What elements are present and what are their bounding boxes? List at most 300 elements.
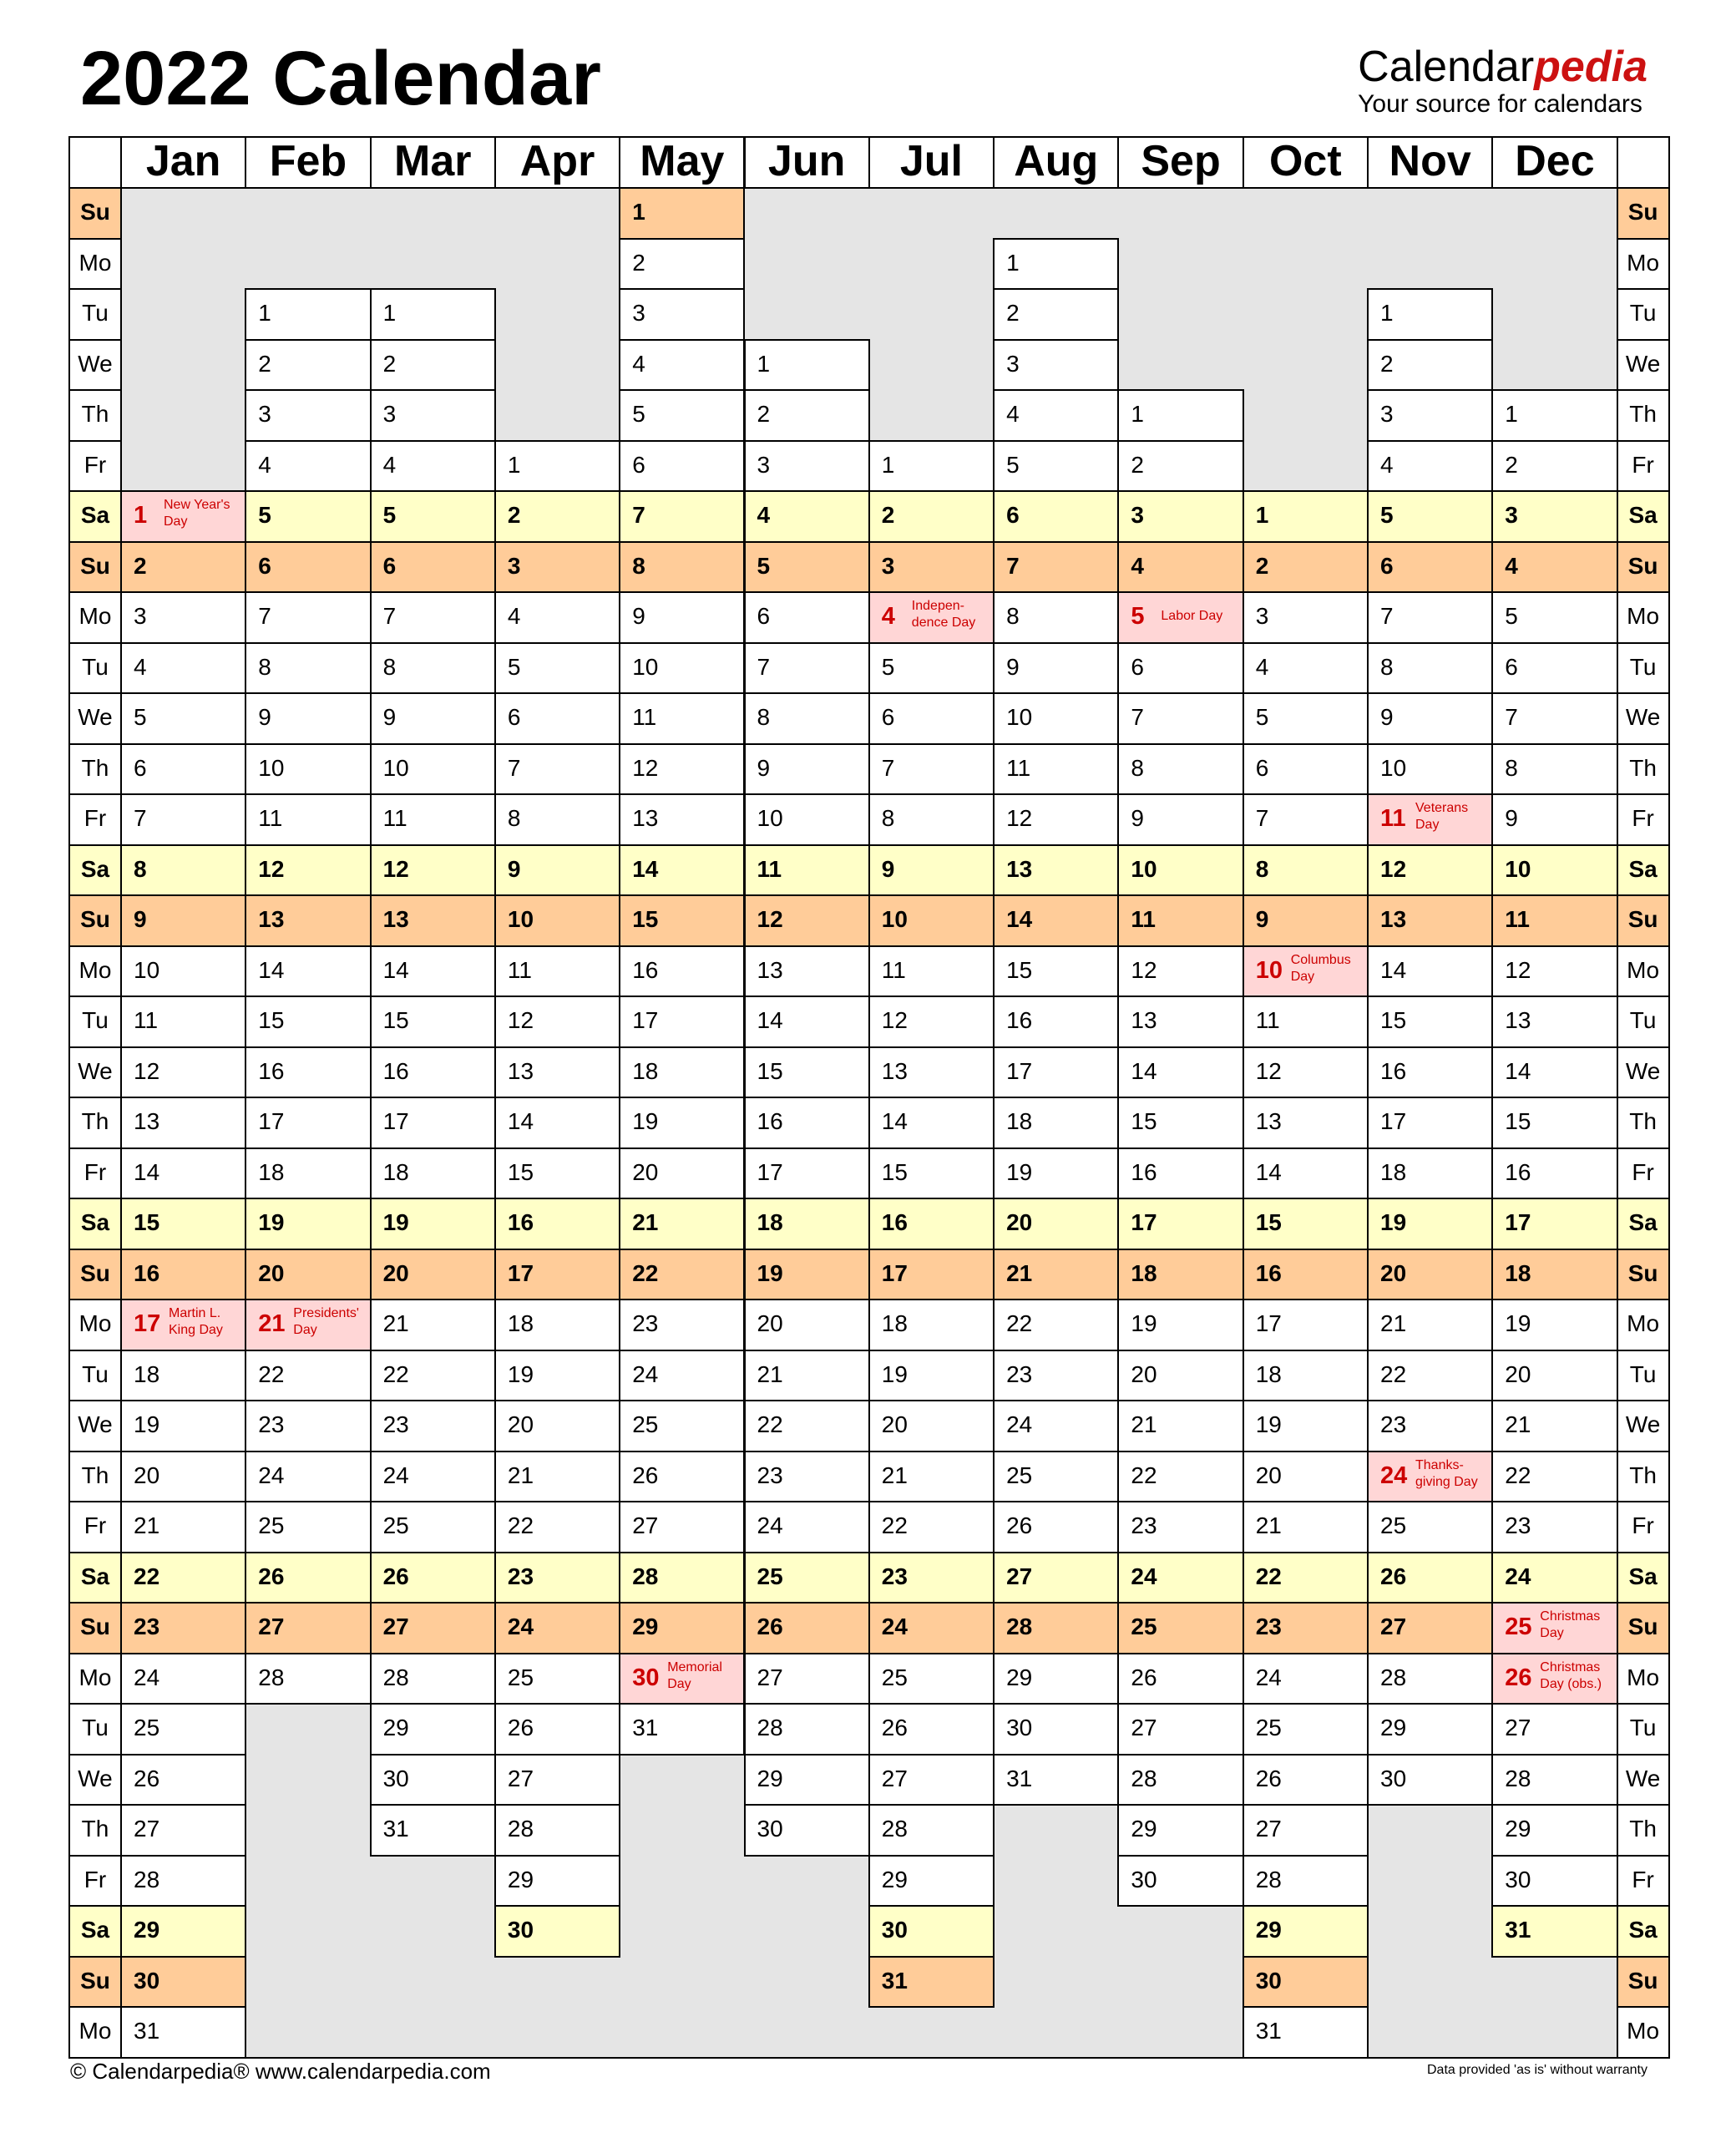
holiday-cell[interactable] (120, 490, 246, 543)
day-cell[interactable] (245, 591, 371, 644)
day-cell[interactable] (245, 1097, 371, 1149)
day-cell[interactable] (744, 591, 870, 644)
day-cell[interactable] (993, 1754, 1119, 1806)
day-cell[interactable] (1491, 1046, 1617, 1099)
day-cell[interactable] (868, 1552, 995, 1604)
day-cell[interactable] (744, 1451, 870, 1503)
day-cell[interactable] (1243, 793, 1369, 846)
day-cell[interactable] (1491, 996, 1617, 1048)
day-cell[interactable] (370, 339, 496, 392)
day-cell[interactable] (993, 1198, 1119, 1250)
day-cell[interactable] (993, 440, 1119, 493)
day-cell[interactable] (1243, 1097, 1369, 1149)
day-cell[interactable] (1243, 1046, 1369, 1099)
day-cell[interactable] (993, 692, 1119, 745)
day-cell[interactable] (1491, 490, 1617, 543)
day-cell[interactable] (619, 844, 745, 897)
day-cell[interactable] (494, 743, 620, 796)
day-cell[interactable] (1243, 1198, 1369, 1250)
day-cell[interactable] (370, 389, 496, 442)
day-cell[interactable] (1243, 1905, 1369, 1958)
day-cell[interactable] (370, 1350, 496, 1402)
day-cell[interactable] (1243, 1602, 1369, 1654)
day-cell[interactable] (120, 894, 246, 947)
day-cell[interactable] (494, 996, 620, 1048)
day-cell[interactable] (370, 1299, 496, 1351)
day-cell[interactable] (993, 793, 1119, 846)
day-cell[interactable] (619, 238, 745, 291)
day-cell[interactable] (744, 642, 870, 695)
day-cell[interactable] (245, 945, 371, 998)
day-cell[interactable] (744, 945, 870, 998)
day-cell[interactable] (1117, 1350, 1243, 1402)
day-cell[interactable] (1243, 541, 1369, 594)
day-cell[interactable] (245, 996, 371, 1048)
day-cell[interactable] (120, 1148, 246, 1200)
day-cell[interactable] (1117, 996, 1243, 1048)
day-cell[interactable] (370, 642, 496, 695)
day-cell[interactable] (1367, 1653, 1493, 1705)
day-cell[interactable] (619, 1148, 745, 1200)
day-cell[interactable] (1117, 1400, 1243, 1452)
day-cell[interactable] (1243, 1956, 1369, 2009)
day-cell[interactable] (1367, 1501, 1493, 1553)
day-cell[interactable] (1117, 1451, 1243, 1503)
day-cell[interactable] (744, 1552, 870, 1604)
day-cell[interactable] (619, 187, 745, 240)
day-cell[interactable] (245, 1148, 371, 1200)
holiday-cell[interactable] (1491, 1653, 1617, 1705)
day-cell[interactable] (619, 743, 745, 796)
day-cell[interactable] (120, 1198, 246, 1250)
day-cell[interactable] (993, 945, 1119, 998)
day-cell[interactable] (619, 541, 745, 594)
day-cell[interactable] (494, 591, 620, 644)
day-cell[interactable] (494, 1501, 620, 1553)
holiday-cell[interactable] (1367, 793, 1493, 846)
day-cell[interactable] (245, 894, 371, 947)
day-cell[interactable] (744, 692, 870, 745)
day-cell[interactable] (494, 1905, 620, 1958)
day-cell[interactable] (120, 743, 246, 796)
day-cell[interactable] (245, 1451, 371, 1503)
day-cell[interactable] (245, 1602, 371, 1654)
day-cell[interactable] (370, 1804, 496, 1857)
day-cell[interactable] (370, 1097, 496, 1149)
day-cell[interactable] (494, 642, 620, 695)
day-cell[interactable] (993, 1602, 1119, 1654)
day-cell[interactable] (1491, 793, 1617, 846)
day-cell[interactable] (1367, 1249, 1493, 1301)
day-cell[interactable] (868, 1148, 995, 1200)
day-cell[interactable] (1117, 1804, 1243, 1857)
day-cell[interactable] (1367, 591, 1493, 644)
day-cell[interactable] (1117, 1653, 1243, 1705)
day-cell[interactable] (744, 1097, 870, 1149)
day-cell[interactable] (1117, 642, 1243, 695)
day-cell[interactable] (1367, 541, 1493, 594)
day-cell[interactable] (744, 339, 870, 392)
day-cell[interactable] (868, 1400, 995, 1452)
day-cell[interactable] (993, 743, 1119, 796)
day-cell[interactable] (868, 541, 995, 594)
day-cell[interactable] (370, 1754, 496, 1806)
day-cell[interactable] (1117, 1046, 1243, 1099)
day-cell[interactable] (245, 642, 371, 695)
day-cell[interactable] (1367, 1552, 1493, 1604)
day-cell[interactable] (1491, 844, 1617, 897)
day-cell[interactable] (245, 793, 371, 846)
day-cell[interactable] (993, 844, 1119, 897)
day-cell[interactable] (619, 1249, 745, 1301)
day-cell[interactable] (245, 1350, 371, 1402)
day-cell[interactable] (370, 1501, 496, 1553)
day-cell[interactable] (494, 945, 620, 998)
day-cell[interactable] (744, 1198, 870, 1250)
holiday-cell[interactable] (868, 591, 995, 644)
day-cell[interactable] (245, 743, 371, 796)
day-cell[interactable] (868, 1046, 995, 1099)
day-cell[interactable] (1491, 945, 1617, 998)
day-cell[interactable] (1491, 642, 1617, 695)
day-cell[interactable] (1491, 894, 1617, 947)
day-cell[interactable] (1367, 692, 1493, 745)
holiday-cell[interactable] (1491, 1602, 1617, 1654)
day-cell[interactable] (619, 1602, 745, 1654)
day-cell[interactable] (1491, 743, 1617, 796)
day-cell[interactable] (1491, 1198, 1617, 1250)
day-cell[interactable] (993, 1703, 1119, 1755)
day-cell[interactable] (1117, 1754, 1243, 1806)
day-cell[interactable] (494, 541, 620, 594)
day-cell[interactable] (1117, 692, 1243, 745)
day-cell[interactable] (1491, 1703, 1617, 1755)
day-cell[interactable] (744, 1501, 870, 1553)
day-cell[interactable] (993, 238, 1119, 291)
day-cell[interactable] (120, 642, 246, 695)
day-cell[interactable] (619, 339, 745, 392)
day-cell[interactable] (370, 743, 496, 796)
day-cell[interactable] (619, 1350, 745, 1402)
day-cell[interactable] (619, 1097, 745, 1149)
day-cell[interactable] (1243, 894, 1369, 947)
day-cell[interactable] (1117, 743, 1243, 796)
day-cell[interactable] (619, 1400, 745, 1452)
day-cell[interactable] (619, 945, 745, 998)
day-cell[interactable] (868, 1754, 995, 1806)
day-cell[interactable] (494, 1451, 620, 1503)
day-cell[interactable] (1367, 1148, 1493, 1200)
day-cell[interactable] (868, 1855, 995, 1907)
day-cell[interactable] (868, 894, 995, 947)
day-cell[interactable] (619, 1451, 745, 1503)
day-cell[interactable] (1367, 1299, 1493, 1351)
day-cell[interactable] (619, 288, 745, 341)
day-cell[interactable] (1491, 1754, 1617, 1806)
day-cell[interactable] (1243, 1804, 1369, 1857)
day-cell[interactable] (619, 389, 745, 442)
day-cell[interactable] (1367, 1400, 1493, 1452)
day-cell[interactable] (245, 288, 371, 341)
day-cell[interactable] (619, 1501, 745, 1553)
day-cell[interactable] (245, 692, 371, 745)
day-cell[interactable] (1117, 1148, 1243, 1200)
day-cell[interactable] (868, 692, 995, 745)
day-cell[interactable] (744, 844, 870, 897)
day-cell[interactable] (868, 1299, 995, 1351)
day-cell[interactable] (619, 440, 745, 493)
day-cell[interactable] (1491, 1905, 1617, 1958)
day-cell[interactable] (1117, 844, 1243, 897)
day-cell[interactable] (245, 541, 371, 594)
day-cell[interactable] (1491, 1148, 1617, 1200)
day-cell[interactable] (1243, 490, 1369, 543)
day-cell[interactable] (370, 945, 496, 998)
day-cell[interactable] (1367, 1046, 1493, 1099)
day-cell[interactable] (370, 440, 496, 493)
day-cell[interactable] (245, 1653, 371, 1705)
day-cell[interactable] (744, 1148, 870, 1200)
day-cell[interactable] (744, 1400, 870, 1452)
day-cell[interactable] (245, 1249, 371, 1301)
day-cell[interactable] (868, 1804, 995, 1857)
day-cell[interactable] (1117, 490, 1243, 543)
day-cell[interactable] (1117, 440, 1243, 493)
day-cell[interactable] (120, 793, 246, 846)
day-cell[interactable] (120, 945, 246, 998)
day-cell[interactable] (619, 490, 745, 543)
day-cell[interactable] (744, 389, 870, 442)
day-cell[interactable] (120, 1905, 246, 1958)
day-cell[interactable] (744, 1653, 870, 1705)
day-cell[interactable] (993, 1097, 1119, 1149)
day-cell[interactable] (993, 1249, 1119, 1301)
day-cell[interactable] (120, 1350, 246, 1402)
day-cell[interactable] (370, 1703, 496, 1755)
day-cell[interactable] (993, 1451, 1119, 1503)
day-cell[interactable] (1117, 793, 1243, 846)
day-cell[interactable] (1367, 1350, 1493, 1402)
day-cell[interactable] (744, 743, 870, 796)
day-cell[interactable] (245, 844, 371, 897)
day-cell[interactable] (1367, 490, 1493, 543)
day-cell[interactable] (1367, 996, 1493, 1048)
day-cell[interactable] (1117, 1097, 1243, 1149)
day-cell[interactable] (744, 894, 870, 947)
day-cell[interactable] (1491, 389, 1617, 442)
day-cell[interactable] (120, 591, 246, 644)
day-cell[interactable] (370, 1653, 496, 1705)
day-cell[interactable] (1491, 1855, 1617, 1907)
day-cell[interactable] (619, 591, 745, 644)
day-cell[interactable] (619, 642, 745, 695)
day-cell[interactable] (370, 692, 496, 745)
day-cell[interactable] (1243, 591, 1369, 644)
day-cell[interactable] (619, 692, 745, 745)
day-cell[interactable] (868, 1198, 995, 1250)
day-cell[interactable] (245, 339, 371, 392)
day-cell[interactable] (120, 1653, 246, 1705)
day-cell[interactable] (868, 1602, 995, 1654)
day-cell[interactable] (993, 1299, 1119, 1351)
day-cell[interactable] (1117, 1703, 1243, 1755)
holiday-cell[interactable] (1243, 945, 1369, 998)
day-cell[interactable] (868, 1501, 995, 1553)
day-cell[interactable] (1117, 1855, 1243, 1907)
day-cell[interactable] (993, 339, 1119, 392)
holiday-cell[interactable] (1367, 1451, 1493, 1503)
day-cell[interactable] (1243, 1350, 1369, 1402)
day-cell[interactable] (744, 1703, 870, 1755)
day-cell[interactable] (370, 844, 496, 897)
day-cell[interactable] (1367, 1754, 1493, 1806)
day-cell[interactable] (1243, 844, 1369, 897)
day-cell[interactable] (120, 996, 246, 1048)
day-cell[interactable] (993, 591, 1119, 644)
day-cell[interactable] (1491, 541, 1617, 594)
day-cell[interactable] (494, 1299, 620, 1351)
day-cell[interactable] (744, 1046, 870, 1099)
day-cell[interactable] (494, 1855, 620, 1907)
day-cell[interactable] (1117, 945, 1243, 998)
day-cell[interactable] (868, 440, 995, 493)
day-cell[interactable] (245, 1501, 371, 1553)
day-cell[interactable] (120, 1501, 246, 1553)
day-cell[interactable] (1367, 743, 1493, 796)
day-cell[interactable] (370, 490, 496, 543)
day-cell[interactable] (1243, 1148, 1369, 1200)
day-cell[interactable] (619, 1703, 745, 1755)
holiday-cell[interactable] (619, 1653, 745, 1705)
day-cell[interactable] (868, 945, 995, 998)
day-cell[interactable] (744, 1754, 870, 1806)
day-cell[interactable] (993, 541, 1119, 594)
day-cell[interactable] (370, 793, 496, 846)
day-cell[interactable] (120, 1703, 246, 1755)
day-cell[interactable] (120, 2006, 246, 2059)
day-cell[interactable] (619, 1198, 745, 1250)
day-cell[interactable] (744, 440, 870, 493)
day-cell[interactable] (494, 1198, 620, 1250)
day-cell[interactable] (1117, 1501, 1243, 1553)
day-cell[interactable] (1367, 1198, 1493, 1250)
day-cell[interactable] (868, 1905, 995, 1958)
day-cell[interactable] (370, 1249, 496, 1301)
day-cell[interactable] (1243, 1249, 1369, 1301)
day-cell[interactable] (868, 1097, 995, 1149)
day-cell[interactable] (120, 844, 246, 897)
day-cell[interactable] (993, 389, 1119, 442)
holiday-cell[interactable] (120, 1299, 246, 1351)
day-cell[interactable] (494, 1552, 620, 1604)
day-cell[interactable] (619, 996, 745, 1048)
day-cell[interactable] (1491, 1400, 1617, 1452)
day-cell[interactable] (868, 1350, 995, 1402)
day-cell[interactable] (1367, 389, 1493, 442)
day-cell[interactable] (370, 1046, 496, 1099)
day-cell[interactable] (993, 894, 1119, 947)
day-cell[interactable] (1243, 996, 1369, 1048)
day-cell[interactable] (619, 793, 745, 846)
day-cell[interactable] (370, 1400, 496, 1452)
day-cell[interactable] (744, 793, 870, 846)
day-cell[interactable] (494, 793, 620, 846)
day-cell[interactable] (1367, 339, 1493, 392)
day-cell[interactable] (245, 1046, 371, 1099)
day-cell[interactable] (120, 1754, 246, 1806)
day-cell[interactable] (494, 1703, 620, 1755)
day-cell[interactable] (370, 894, 496, 947)
day-cell[interactable] (494, 490, 620, 543)
day-cell[interactable] (993, 642, 1119, 695)
day-cell[interactable] (1367, 1602, 1493, 1654)
day-cell[interactable] (370, 996, 496, 1048)
day-cell[interactable] (1117, 1249, 1243, 1301)
day-cell[interactable] (1243, 2006, 1369, 2059)
day-cell[interactable] (120, 1097, 246, 1149)
day-cell[interactable] (1117, 1602, 1243, 1654)
day-cell[interactable] (868, 1653, 995, 1705)
day-cell[interactable] (120, 1552, 246, 1604)
day-cell[interactable] (1117, 894, 1243, 947)
day-cell[interactable] (993, 1501, 1119, 1553)
day-cell[interactable] (494, 844, 620, 897)
day-cell[interactable] (868, 490, 995, 543)
day-cell[interactable] (1367, 440, 1493, 493)
day-cell[interactable] (1243, 743, 1369, 796)
day-cell[interactable] (494, 1653, 620, 1705)
day-cell[interactable] (494, 1046, 620, 1099)
day-cell[interactable] (245, 440, 371, 493)
day-cell[interactable] (494, 440, 620, 493)
day-cell[interactable] (1243, 1653, 1369, 1705)
day-cell[interactable] (1243, 642, 1369, 695)
day-cell[interactable] (619, 894, 745, 947)
day-cell[interactable] (120, 1956, 246, 2009)
day-cell[interactable] (1367, 894, 1493, 947)
day-cell[interactable] (120, 1855, 246, 1907)
day-cell[interactable] (245, 389, 371, 442)
day-cell[interactable] (1243, 1754, 1369, 1806)
day-cell[interactable] (1243, 1299, 1369, 1351)
day-cell[interactable] (120, 1804, 246, 1857)
day-cell[interactable] (993, 1350, 1119, 1402)
day-cell[interactable] (370, 1451, 496, 1503)
day-cell[interactable] (1491, 1097, 1617, 1149)
day-cell[interactable] (619, 1299, 745, 1351)
day-cell[interactable] (1367, 1097, 1493, 1149)
holiday-cell[interactable] (1117, 591, 1243, 644)
day-cell[interactable] (1491, 1350, 1617, 1402)
day-cell[interactable] (120, 692, 246, 745)
day-cell[interactable] (1367, 945, 1493, 998)
day-cell[interactable] (619, 1552, 745, 1604)
day-cell[interactable] (868, 1249, 995, 1301)
day-cell[interactable] (1243, 1552, 1369, 1604)
day-cell[interactable] (1491, 1501, 1617, 1553)
day-cell[interactable] (494, 1400, 620, 1452)
day-cell[interactable] (494, 894, 620, 947)
day-cell[interactable] (1367, 1703, 1493, 1755)
day-cell[interactable] (120, 1602, 246, 1654)
day-cell[interactable] (993, 490, 1119, 543)
day-cell[interactable] (744, 1804, 870, 1857)
day-cell[interactable] (494, 1804, 620, 1857)
day-cell[interactable] (370, 1198, 496, 1250)
day-cell[interactable] (993, 1552, 1119, 1604)
day-cell[interactable] (1491, 591, 1617, 644)
day-cell[interactable] (120, 1046, 246, 1099)
